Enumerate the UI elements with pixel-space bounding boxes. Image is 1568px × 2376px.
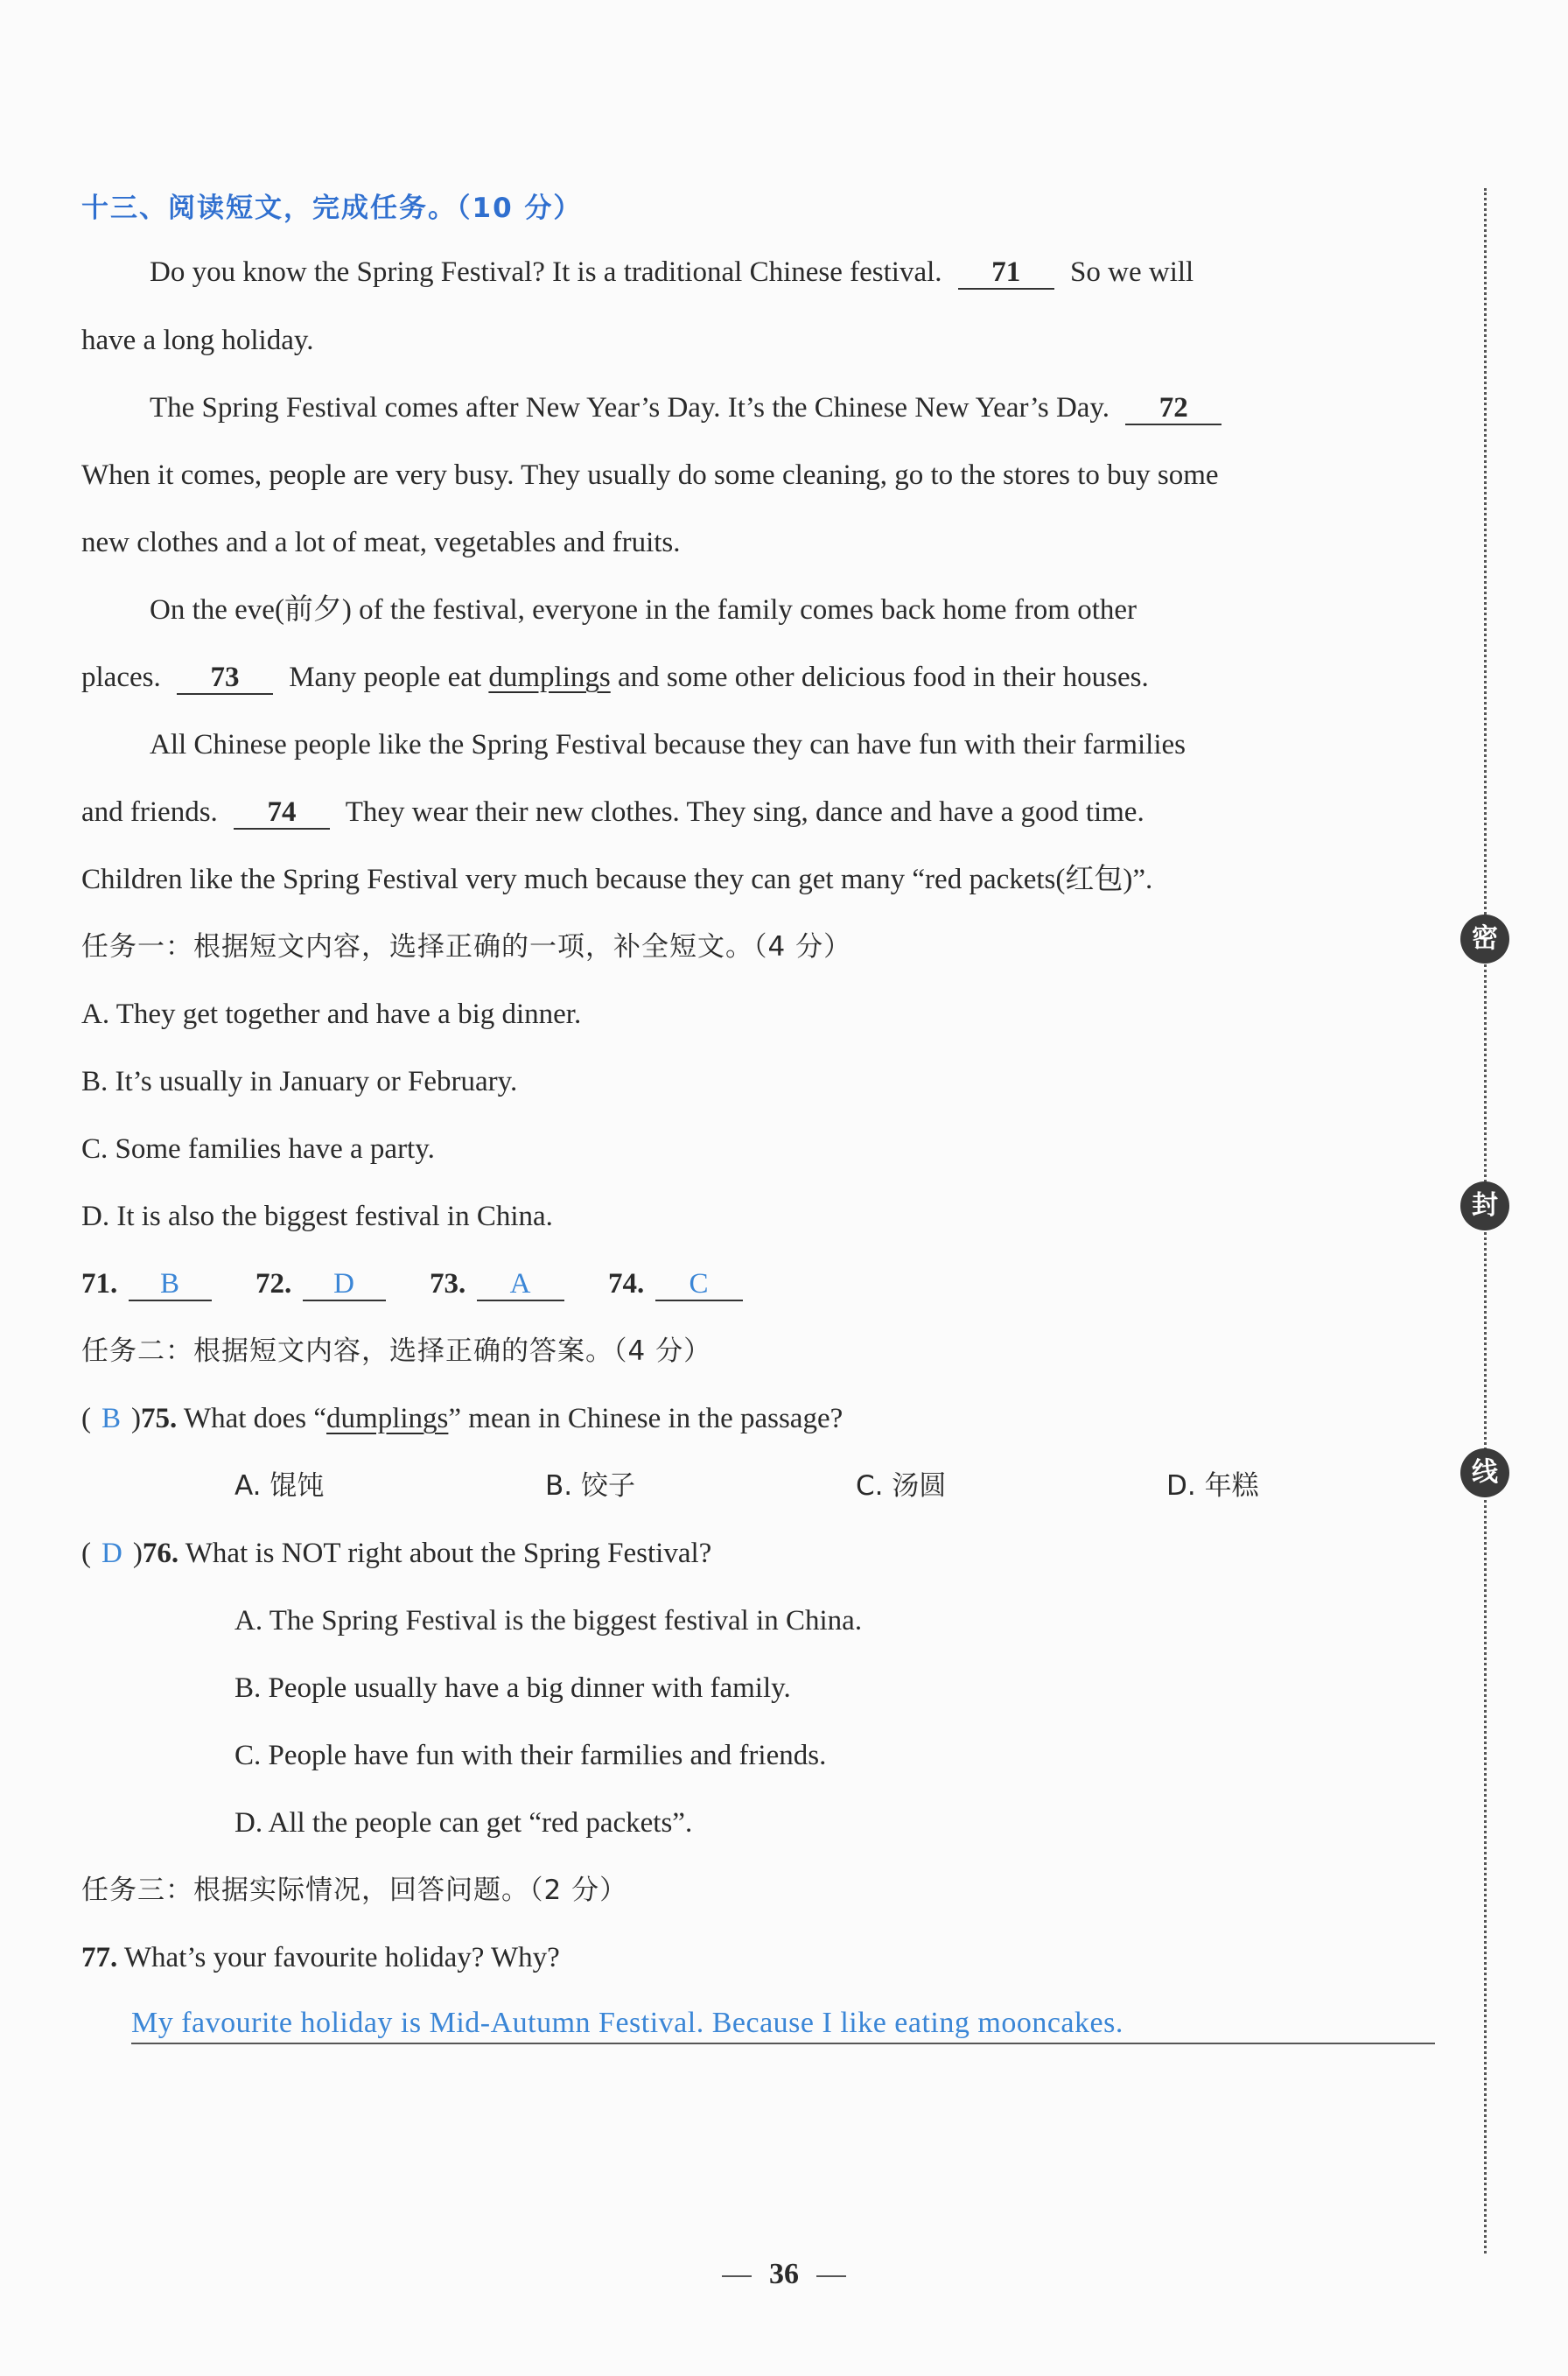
passage-line: [150, 255, 1506, 290]
q76-option-a: A. The Spring Festival is the biggest festival in China.: [234, 1605, 863, 1637]
passage-line: new clothes and a lot of meat, vegetables and fruits.: [81, 527, 681, 558]
task1-option: D. It is also the biggest festival in China.: [81, 1201, 553, 1232]
question-text: What does “: [183, 1403, 327, 1434]
passage-text: They wear their new clothes. They sing, dance and have a good time.: [345, 796, 1144, 828]
question-text: What’s your favourite holiday? Why?: [123, 1942, 560, 1973]
task1-title: 任务一：根据短文内容，选择正确的一项，补全短文。（4 分）: [81, 931, 852, 963]
passage-text: So we will: [1070, 256, 1194, 288]
answer-number: 74.: [608, 1268, 645, 1300]
blank-72: 72: [1125, 392, 1222, 425]
q75-option-c: C. 汤圆: [856, 1470, 947, 1502]
seal-feng: 封: [1460, 1181, 1509, 1230]
blank-74: 74: [234, 796, 330, 830]
seal-xian: 线: [1460, 1448, 1509, 1497]
paren-close: ): [132, 1538, 143, 1569]
paren-close: ): [131, 1403, 142, 1434]
task3-title: 任务三：根据实际情况，回答问题。（2 分）: [81, 1875, 628, 1906]
passage-line: When it comes, people are very busy. They usually do some cleaning, go to the stores to buy some: [81, 459, 1219, 491]
task1-option: B. It’s usually in January or February.: [81, 1066, 518, 1097]
seal-mi: 密: [1460, 915, 1509, 964]
page-footer: [0, 2258, 1568, 2291]
underlined-word: dumplings: [326, 1403, 449, 1434]
answer-number: 71.: [81, 1268, 118, 1300]
page-number: 36: [769, 2258, 799, 2290]
question-75: [81, 1401, 1438, 1436]
passage-text: Many people eat: [289, 662, 482, 693]
q76-option-c: C. People have fun with their farmilies and friends.: [234, 1740, 827, 1771]
task1-answers: [81, 1266, 1438, 1301]
blank-71: 71: [958, 256, 1054, 290]
footer-dash: [722, 2275, 752, 2277]
answer-76: D: [102, 1538, 122, 1569]
question-77: [81, 1940, 1438, 1975]
q75-options: [234, 1468, 1568, 1503]
passage-text: places.: [81, 662, 161, 693]
footer-dash: [816, 2275, 846, 2277]
q75-option-a: A. 馄饨: [234, 1470, 325, 1502]
passage-line: [81, 795, 1438, 830]
passage-line: [81, 660, 1438, 695]
section-title: 十三、阅读短文，完成任务。（10 分）: [81, 193, 583, 224]
answer-number: 72.: [256, 1268, 292, 1300]
task1-option: A. They get together and have a big dinner.: [81, 999, 582, 1030]
question-number: 77.: [81, 1942, 118, 1973]
answer-75: B: [102, 1403, 122, 1434]
passage-line: have a long holiday.: [81, 325, 314, 356]
blank-73: 73: [177, 662, 273, 695]
q75-option-b: B. 饺子: [545, 1470, 635, 1502]
answer-number: 73.: [430, 1268, 466, 1300]
q76-option-b: B. People usually have a big dinner with family.: [234, 1672, 791, 1704]
task1-option: C. Some families have a party.: [81, 1133, 435, 1165]
passage-text: The Spring Festival comes after New Year’s Day. It’s the Chinese New Year’s Day.: [150, 392, 1110, 424]
question-text: What is NOT right about the Spring Festival?: [185, 1538, 712, 1569]
answer-74: C: [655, 1268, 743, 1301]
paren-open: (: [81, 1403, 91, 1434]
answer-71: B: [129, 1268, 212, 1301]
answer-77: My favourite holiday is Mid-Autumn Festival. Because I like eating mooncakes.: [131, 2004, 1435, 2044]
task2-title: 任务二：根据短文内容，选择正确的答案。（4 分）: [81, 1335, 712, 1367]
question-text: ” mean in Chinese in the passage?: [448, 1403, 844, 1434]
passage-text: Do you know the Spring Festival? It is a traditional Chinese festival.: [150, 256, 942, 288]
question-76: [81, 1536, 1438, 1571]
paren-open: (: [81, 1538, 91, 1569]
passage-line: Children like the Spring Festival very much because they can get many “red packets(红包)”.: [81, 864, 1153, 895]
answer-72: D: [303, 1268, 386, 1301]
q76-option-d: D. All the people can get “red packets”.: [234, 1807, 693, 1839]
answer-73: A: [477, 1268, 564, 1301]
passage-text: and friends.: [81, 796, 218, 828]
question-number: 75.: [141, 1403, 178, 1434]
passage-line: All Chinese people like the Spring Festival because they can have fun with their farmilies: [150, 729, 1186, 760]
passage-text: and some other delicious food in their houses.: [617, 662, 1149, 693]
q75-option-d: D. 年糕: [1166, 1470, 1259, 1502]
underlined-word: dumplings: [488, 662, 611, 693]
question-number: 76.: [142, 1538, 179, 1569]
passage-line: On the eve(前夕) of the festival, everyone in the family comes back home from other: [150, 594, 1138, 626]
passage-line: [150, 390, 1506, 425]
